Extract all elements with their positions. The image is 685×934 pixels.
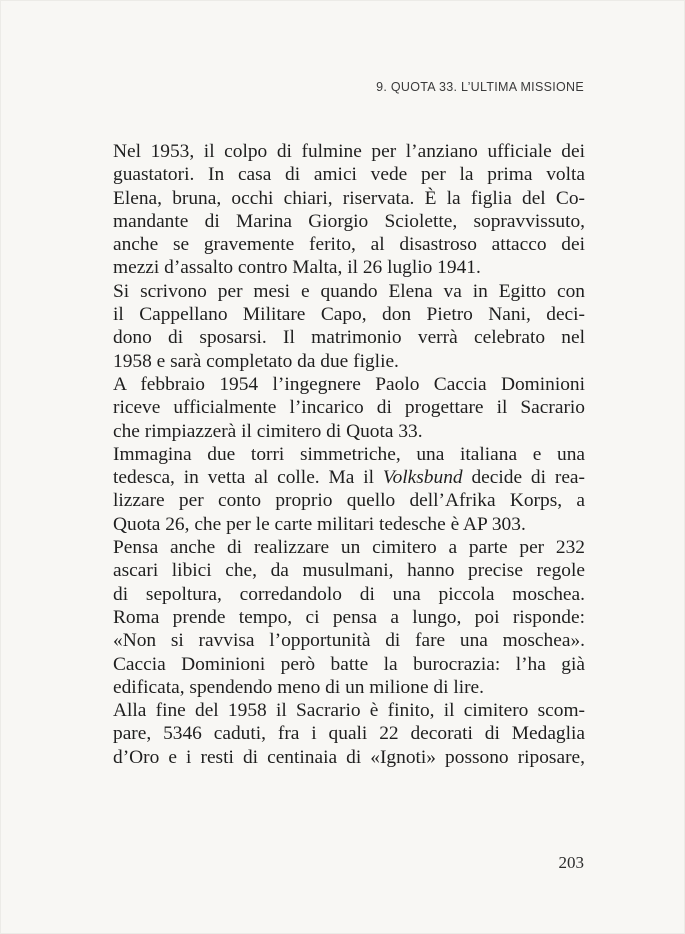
text-line: A febbraio 1954 l’ingegnere Paolo Caccia Dominioni [113,373,585,395]
text-line: Roma prende tempo, ci pensa a lungo, poi risponde: [113,606,585,628]
text-line: edificata, spendendo meno di un milione di lire. [113,676,485,698]
italic-term: Volksbund [382,467,463,489]
text-line: il Cappellano Militare Capo, don Pietro Nani, deci- [113,304,585,326]
text-line: Alla fine del 1958 il Sacrario è finito, il cimitero scom- [113,700,585,722]
text-line: 1958 e sarà completato da due figlie. [113,350,399,372]
text-line: Pensa anche di realizzare un cimitero a parte per 232 [113,537,585,559]
text-line [113,466,585,489]
text-line: guastatori. In casa di amici vede per la prima volta [113,164,585,186]
text-line: «Non si ravvisa l’opportunità di fare una moschea». [113,630,585,652]
text-line: mezzi d’assalto contro Malta, il 26 luglio 1941. [113,257,481,279]
text-line: d’Oro e i resti di centinaia di «Ignoti» possono riposare, [113,746,585,768]
text-line: pare, 5346 caduti, fra i quali 22 decorati di Medaglia [113,723,585,745]
text-line: riceve ufficialmente l’incarico di progettare il Sacrario [113,397,585,419]
text-line: anche se gravemente ferito, al disastroso attacco dei [113,234,585,256]
text-line: che rimpiazzerà il cimitero di Quota 33. [113,420,423,442]
text-line: di sepoltura, corredandolo di una piccola moschea. [113,583,585,605]
text-line: dono di sposarsi. Il matrimonio verrà celebrato nel [113,327,585,349]
body-text [113,140,585,769]
text-line: ascari libici che, da musulmani, hanno precise regole [113,560,585,582]
text-line: Elena, bruna, occhi chiari, riservata. È la figlia del Co- [113,187,585,209]
text-line: Immagina due torri simmetriche, una italiana e una [113,443,585,465]
text-line: Nel 1953, il colpo di fulmine per l’anziano ufficiale dei [113,141,585,162]
text-line: Caccia Dominioni però batte la burocrazia: l’ha già [113,653,585,675]
text-line: lizzare per conto proprio quello dell’Afrika Korps, a [113,490,585,512]
text-line: Si scrivono per mesi e quando Elena va in Egitto con [113,280,585,302]
text-line: mandante di Marina Giorgio Sciolette, sopravvissuto, [113,210,585,232]
page-number: 203 [558,853,584,872]
text-segment: tedesca, in vetta al colle. Ma il [113,467,383,489]
text-segment: decide di rea- [462,467,585,489]
running-header: 9. QUOTA 33. L’ULTIMA MISSIONE [376,80,584,94]
text-line: Quota 26, che per le carte militari tedesche è AP 303. [113,513,526,535]
